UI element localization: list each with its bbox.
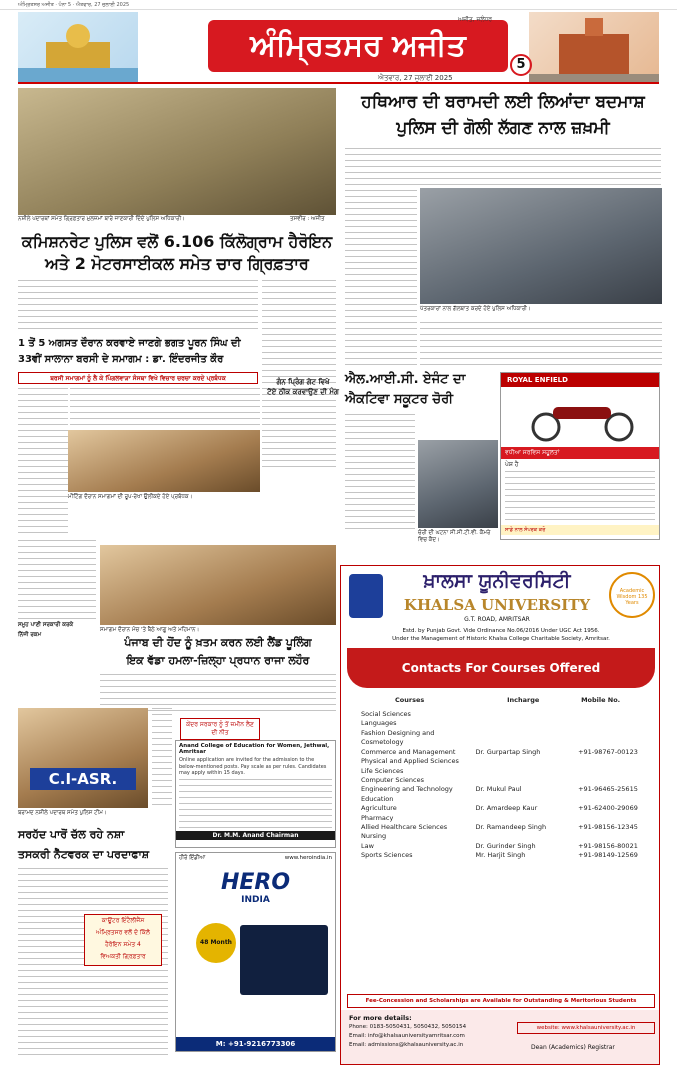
border-box-3: ਹੈਰੋਇਨ ਸਮੇਤ 4 bbox=[105, 941, 141, 948]
royal-enfield-brand: ROYAL ENFIELD bbox=[501, 373, 659, 387]
khalsa-est: Estd. by Punjab Govt. Vide Ordinance No.06/2016 Under UGC Act 1956. bbox=[402, 628, 600, 634]
khalsa-address: G.T. ROAD, AMRITSAR bbox=[464, 616, 530, 623]
anand-college-body: Online application are invited for the admission to the below-mentioned posts. Pay scale as per rules. Candidates may apply within 15 days. bbox=[179, 757, 327, 776]
course-mobile bbox=[578, 710, 655, 719]
hero-phone: M: +91-9216773306 bbox=[176, 1037, 335, 1051]
masthead-edition: ਅਜੀਤ, ਜਲੰਧਰ bbox=[458, 16, 493, 23]
course-name: Life Sciences bbox=[361, 766, 404, 775]
khalsa-university-ad bbox=[340, 565, 660, 1065]
gang-headline-1: ਗੰਨ ਪ੍ਰਿੰਗ ਗੇਟ ਵਿਖੇ bbox=[276, 378, 330, 386]
royal-enfield-ad bbox=[500, 372, 660, 540]
khalsa-more: For more details: bbox=[349, 1014, 412, 1022]
hero-tag: ਹੀਰੋ ਇੰਡੀਆ bbox=[179, 855, 206, 861]
course-mobile: +91-98767-00123 bbox=[578, 747, 638, 756]
course-incharge bbox=[476, 710, 579, 719]
course-incharge: Dr. Mukul Paul bbox=[475, 785, 522, 794]
print-strip: ਅੰਮ੍ਰਿਤਸਰ ਅਜੀਤ · ਪੰਨਾ 5 · ਐਤਵਾਰ, 27 ਜੁਲਾਈ 2025 bbox=[0, 0, 677, 10]
royal-enfield-text bbox=[505, 471, 655, 525]
hero-india-ad bbox=[175, 852, 336, 1052]
lead-headline-1: ਹਥਿਆਰ ਦੀ ਬਰਾਮਦੀ ਲਈ ਲਿਆਂਦਾ ਬਦਮਾਸ਼ bbox=[361, 92, 645, 112]
khalsa-table-header bbox=[355, 696, 655, 705]
punjab-stage-photo bbox=[100, 545, 336, 625]
royal-enfield-line-2: ਪੇਸ਼ ਹੈ bbox=[505, 461, 519, 468]
table-row bbox=[355, 804, 655, 813]
border-box bbox=[84, 914, 162, 966]
table-row bbox=[355, 795, 655, 804]
course-name: Allied Healthcare Sciences bbox=[361, 823, 448, 832]
course-name: Fashion Designing and Cosmetology bbox=[361, 728, 435, 747]
table-row bbox=[355, 710, 655, 719]
samagam-headline-1: 1 ਤੋਂ 5 ਅਗਸਤ ਦੌਰਾਨ ਕਰਵਾਏ ਜਾਣਗੇ ਭਗਤ ਪੂਰਨ ਸਿੰਘ ਦੀ bbox=[18, 338, 241, 349]
course-incharge bbox=[476, 729, 579, 748]
table-row bbox=[355, 851, 655, 860]
samagam-headline-2: 33ਵੀਂ ਸਾਲਾਨਾ ਬਰਸੀ ਦੇ ਸਮਾਗਮ : ਡਾ. ਇੰਦਰਜੀਤ ਕੌਰ bbox=[18, 354, 224, 365]
samagam-photo-caption: ਮੀਟਿੰਗ ਦੌਰਾਨ ਸਮਾਗਮਾਂ ਦੀ ਰੂਪ-ਰੇਖਾ ਉਲੀਕਦੇ ਹੋਏ ਪ੍ਰਬੰਧਕ। bbox=[68, 494, 193, 500]
course-name: Sports Sciences bbox=[361, 851, 413, 860]
left-col-text bbox=[18, 540, 96, 620]
table-row bbox=[355, 767, 655, 776]
course-mobile bbox=[578, 729, 655, 748]
khalsa-title-en: KHALSA UNIVERSITY bbox=[403, 596, 591, 614]
samagam-photo bbox=[68, 430, 260, 492]
heroin-story-text-col bbox=[262, 280, 336, 470]
course-incharge bbox=[476, 814, 579, 823]
course-mobile bbox=[578, 776, 655, 785]
course-mobile bbox=[578, 814, 655, 823]
hero-brand-2: INDIA bbox=[241, 895, 270, 905]
khalsa-phone: Phone: 0183-5050431, 5050432, 5050154 bbox=[349, 1024, 467, 1030]
khalsa-email-2: Email: admissions@khalsauniversity.ac.in bbox=[349, 1042, 464, 1048]
course-mobile bbox=[578, 757, 655, 766]
lead-story-text-2 bbox=[420, 322, 662, 366]
samagam-text bbox=[70, 388, 260, 428]
masthead-date: ਐਤਵਾਰ, 27 ਜੁਲਾਈ 2025 bbox=[378, 74, 453, 82]
course-mobile bbox=[578, 795, 655, 804]
table-row bbox=[355, 757, 655, 766]
khalsa-logo-icon bbox=[349, 574, 383, 618]
course-incharge bbox=[476, 832, 579, 841]
course-incharge: Dr. Gurpartap Singh bbox=[475, 747, 541, 756]
page-number: 5 bbox=[510, 54, 532, 76]
lead-photo bbox=[420, 188, 662, 304]
khalsa-col-courses: Courses bbox=[395, 696, 425, 704]
border-headline-2: ਤਸਕਰੀ ਨੈੱਟਵਰਕ ਦਾ ਪਰਦਾਫਾਸ਼ bbox=[18, 848, 150, 861]
lead-story-text bbox=[345, 148, 661, 188]
border-headline-1: ਸਰਹੱਦ ਪਾਰੋਂ ਚੱਲ ਰਹੇ ਨਸ਼ਾ bbox=[18, 828, 125, 841]
course-mobile: +91-98149-12569 bbox=[578, 851, 638, 860]
course-mobile: +91-96465-25615 bbox=[578, 785, 638, 794]
khalsa-sign: Dean (Academics) Registrar bbox=[531, 1044, 615, 1051]
course-name: Education bbox=[361, 794, 394, 803]
table-row bbox=[355, 748, 655, 757]
course-name: Physical and Applied Sciences bbox=[361, 757, 459, 766]
anand-college-text bbox=[179, 779, 332, 829]
course-name: Nursing bbox=[361, 832, 387, 841]
khalsa-col-incharge: Incharge bbox=[507, 696, 540, 704]
course-mobile: +91-62400-29069 bbox=[578, 804, 638, 813]
khalsa-email-1: Email: info@khalsauniversityamritsar.com bbox=[349, 1033, 465, 1039]
course-name: Social Sciences bbox=[361, 710, 411, 718]
table-row bbox=[355, 719, 655, 728]
anand-college-title: Anand College of Education for Women, Jethwal, Amritsar bbox=[179, 743, 330, 755]
scooter-headline-2: ਐਕਟਿਵਾ ਸਕੂਟਰ ਚੋਰੀ bbox=[345, 392, 454, 407]
border-box-2: ਅੰਮ੍ਰਿਤਸਰ ਵਲੋਂ ਦੋ ਕਿੱਲੋ bbox=[96, 929, 150, 936]
course-name: Law bbox=[361, 841, 374, 850]
masthead bbox=[18, 12, 659, 84]
samagam-text-col bbox=[18, 388, 68, 538]
motorcycle-icon bbox=[501, 387, 660, 443]
khalsa-col-mobile: Mobile No. bbox=[581, 696, 621, 704]
khalsa-title-pa: ਖ਼ਾਲਸਾ ਯੂਨੀਵਰਸਿਟੀ bbox=[423, 570, 571, 592]
punjab-headline-2: ਇਕ ਵੱਡਾ ਹਮਲਾ-ਜ਼ਿਲ੍ਹਾ ਪ੍ਰਧਾਨ ਰਾਜਾ ਲਹੌਰ bbox=[126, 654, 310, 667]
scooter-photo-caption: ਚੋਰੀ ਦੀ ਘਟਨਾ ਸੀ.ਸੀ.ਟੀ.ਵੀ. ਕੈਮਰੇ ਵਿਚ ਕੈਦ। bbox=[418, 530, 491, 543]
lead-photo-caption: ਪੱਤਰਕਾਰਾਂ ਨਾਲ ਗੱਲਬਾਤ ਕਰਦੇ ਹੋਏ ਪੁਲਿਸ ਅਧਿਕਾਰੀ। bbox=[420, 306, 531, 312]
lead-headline-2: ਪੁਲਿਸ ਦੀ ਗੋਲੀ ਲੱਗਣ ਨਾਲ ਜ਼ਖ਼ਮੀ bbox=[396, 118, 610, 138]
course-mobile bbox=[578, 719, 655, 728]
scooter-text bbox=[345, 414, 415, 534]
heritage-building-illustration bbox=[529, 12, 659, 82]
course-incharge: Dr. Gurinder Singh bbox=[475, 841, 536, 850]
table-row bbox=[355, 814, 655, 823]
course-name: Computer Sciences bbox=[361, 775, 424, 784]
ci-asr-badge: C.I-ASR. bbox=[30, 768, 136, 790]
course-incharge: Dr. Amardeep Kaur bbox=[475, 804, 538, 813]
cctv-photo bbox=[418, 440, 498, 528]
punjab-headline-1: ਪੰਜਾਬ ਦੀ ਹੋਂਦ ਨੂੰ ਖ਼ਤਮ ਕਰਨ ਲਈ ਲੈਂਡ ਪੂਲਿੰਗ bbox=[124, 636, 312, 649]
course-incharge bbox=[476, 757, 579, 766]
heroin-photo-caption: ਨਸ਼ੀਲੇ ਪਦਾਰਥਾਂ ਸਮੇਤ ਗ੍ਰਿਫ਼ਤਾਰ ਮੁਲਜ਼ਮਾਂ ਬਾਰੇ ਜਾਣਕਾਰੀ ਦਿੰਦੇ ਪੁਲਿਸ ਅਧਿਕਾਰੀ। bbox=[18, 216, 185, 222]
table-row bbox=[355, 785, 655, 794]
anand-college-contact: Dr. M.M. Anand Chairman bbox=[176, 831, 335, 840]
course-name: Engineering and Technology bbox=[361, 785, 453, 794]
border-box-4: ਵਿਅਕਤੀ ਗ੍ਰਿਫ਼ਤਾਰ bbox=[100, 953, 146, 960]
course-mobile bbox=[578, 832, 655, 841]
course-mobile: +91-98156-80021 bbox=[578, 841, 638, 850]
course-name: Commerce and Management bbox=[361, 747, 456, 756]
heroin-story-text bbox=[18, 280, 258, 334]
battery-image bbox=[240, 925, 328, 995]
course-incharge bbox=[476, 795, 579, 804]
khalsa-seal: Academic Wisdom 135 Years bbox=[609, 572, 655, 618]
anand-college-ad bbox=[175, 740, 336, 848]
masthead-title: ਅੰਮ੍ਰਿਤਸਰ ਅਜੀਤ bbox=[208, 20, 508, 72]
scooter-headline-1: ਐਲ.ਆਈ.ਸੀ. ਏਜੰਟ ਦਾ bbox=[345, 372, 466, 387]
course-incharge: Dr. Ramandeep Singh bbox=[475, 823, 547, 832]
royal-enfield-line-1: ਵਧੀਆ ਸਰਵਿਸ ਸਹੂਲਤਾਂ bbox=[501, 447, 659, 459]
table-row bbox=[355, 729, 655, 748]
course-mobile: +91-98156-12345 bbox=[578, 823, 638, 832]
khalsa-banner: Contacts For Courses Offered bbox=[347, 648, 655, 688]
khalsa-website: website: www.khalsauniversity.ac.in bbox=[517, 1022, 655, 1034]
heroin-headline-1: ਕਮਿਸ਼ਨਰੇਟ ਪੁਲਿਸ ਵਲੋਂ 6.106 ਕਿੱਲੋਗ੍ਰਾਮ ਹੈਰੋਇਨ bbox=[21, 232, 333, 251]
course-incharge bbox=[476, 776, 579, 785]
course-incharge bbox=[476, 719, 579, 728]
gang-headline-2: ਟੋਏ ਠੀਕ ਕਰਵਾਉਣ ਦੀ ਮੰਗ bbox=[267, 388, 339, 396]
table-row bbox=[355, 832, 655, 841]
course-name: Agriculture bbox=[361, 804, 397, 813]
royal-enfield-footer: ਸਾਡੇ ਨਾਲ ਸੰਪਰਕ ਕਰੋ bbox=[501, 525, 659, 535]
border-box-1: ਕਾਊਂਟਰ ਇੰਟੈਲੀਜੈਂਸ bbox=[101, 917, 145, 924]
heroin-photo-credit: ਤਸਵੀਰ : ਅਜੀਤ bbox=[290, 216, 325, 222]
mid-text bbox=[152, 708, 172, 808]
warranty-badge: 48 Month bbox=[196, 923, 236, 963]
khalsa-mgmt: Under the Management of Historic Khalsa College Charitable Society, Amritsar. bbox=[392, 636, 610, 642]
table-row bbox=[355, 776, 655, 785]
hero-website: www.heroindia.in bbox=[284, 855, 332, 861]
khalsa-table bbox=[355, 710, 655, 861]
police-press-photo bbox=[18, 88, 336, 215]
course-incharge bbox=[476, 767, 579, 776]
lead-story-text-col bbox=[345, 190, 417, 370]
course-incharge: Mr. Harjit Singh bbox=[475, 851, 526, 860]
punjab-photo-caption: ਸਮਾਗਮ ਦੌਰਾਨ ਮੰਚ 'ਤੇ ਬੈਠੇ ਆਗੂ ਅਤੇ ਮਹਿਮਾਨ। bbox=[100, 627, 200, 633]
table-row bbox=[355, 842, 655, 851]
golden-temple-illustration bbox=[18, 12, 138, 82]
seized-drugs-photo bbox=[18, 708, 148, 808]
hero-brand-1: HERO bbox=[220, 870, 291, 895]
border-sub-left-2: ਨਿੱਜੀ ਰਕਮ bbox=[18, 632, 42, 638]
samagam-subhead: ਬਰਸੀ ਸਮਾਗਮਾਂ ਨੂੰ ਲੈ ਕੇ ਪਿੰਗਲਵਾੜਾ ਸੰਸਥਾ ਵਿਖੇ ਵਿਚਾਰ ਚਰਚਾ ਕਰਦੇ ਪ੍ਰਬੰਧਕ bbox=[18, 372, 258, 384]
khalsa-scholarship: Fee-Concession and Scholarships are Available for Outstanding & Meritorious Students bbox=[347, 994, 655, 1008]
table-row bbox=[355, 823, 655, 832]
heroin-headline-2: ਅਤੇ 2 ਮੋਟਰਸਾਈਕਲ ਸਮੇਤ ਚਾਰ ਗ੍ਰਿਫ਼ਤਾਰ bbox=[45, 254, 309, 273]
border-sub-left: ਸਮੂਹ ਪਾਣੀ ਸਰਕਾਰੀ ਕਰਕੇ bbox=[18, 622, 74, 628]
course-name: Pharmacy bbox=[361, 813, 394, 822]
course-mobile bbox=[578, 767, 655, 776]
border-photo-caption: ਬਰਾਮਦ ਨਸ਼ੀਲੇ ਪਦਾਰਥ ਸਮੇਤ ਪੁਲਿਸ ਟੀਮ। bbox=[18, 810, 107, 816]
punjab-box: ਕੇਂਦਰ ਸਰਕਾਰ ਨੂੰ ਤੋਂ ਜ਼ਮੀਨ ਲੈਣ ਦੀ ਨੀਤ bbox=[180, 718, 260, 740]
course-name: Languages bbox=[361, 719, 397, 728]
